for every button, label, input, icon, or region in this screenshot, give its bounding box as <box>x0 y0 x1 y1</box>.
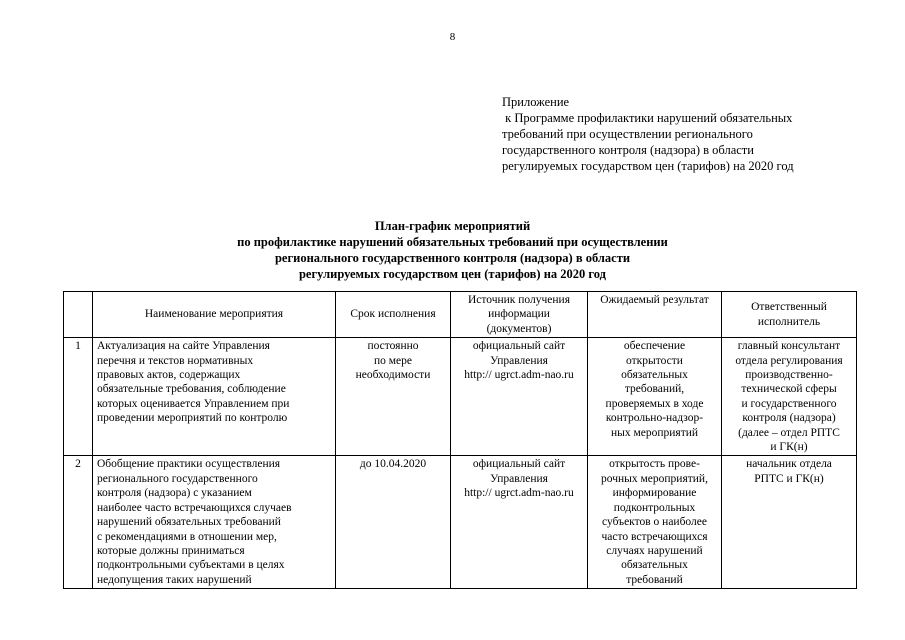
table-row <box>64 456 857 589</box>
cell-source: официальный сайт Управления http:// ugrct.adm-nao.ru <box>451 338 588 456</box>
cell-name: Актуализация на сайте Управления перечня и текстов нормативных правовых актов, содержащих обязательные требования, соблюдение которых оценивается Управлением при проведении мероприятий по контролю <box>93 338 336 456</box>
cell-result: открытость прове- рочных мероприятий, информирование подконтрольных субъектов о наиболее часто встречающихся случаях нарушений обязательных требований <box>588 456 722 589</box>
header-source: Источник получения информации (документов) <box>451 292 588 338</box>
header-result: Ожидаемый результат <box>588 292 722 338</box>
page-number: 8 <box>449 31 456 43</box>
cell-result: обеспечение открытости обязательных требований, проверяемых в ходе контрольно-надзор- ных мероприятий <box>588 338 722 456</box>
appendix-note <box>502 94 794 174</box>
table-row <box>64 338 857 456</box>
title-line: регионального государственного контроля (надзора) в области <box>274 251 631 265</box>
appendix-line: государственного контроля (надзора) в области <box>502 143 754 157</box>
cell-deadline: постоянно по мере необходимости <box>336 338 451 456</box>
cell-deadline: до 10.04.2020 <box>336 456 451 589</box>
header-name: Наименование мероприятия <box>93 292 336 338</box>
header-deadline: Срок исполнения <box>336 292 451 338</box>
title-line: регулируемых государством цен (тарифов) на 2020 год <box>298 267 606 281</box>
document-title <box>0 218 905 282</box>
cell-source: официальный сайт Управления http:// ugrct.adm-nao.ru <box>451 456 588 589</box>
cell-responsible: начальник отдела РПТС и ГК(н) <box>722 456 857 589</box>
cell-num: 2 <box>64 456 93 589</box>
cell-num: 1 <box>64 338 93 456</box>
plan-table <box>63 291 857 589</box>
title-line: План-график мероприятий <box>374 219 531 233</box>
table-header-row <box>64 292 857 338</box>
appendix-line: регулируемых государством цен (тарифов) на 2020 год <box>502 159 794 173</box>
appendix-line: Приложение <box>502 95 570 109</box>
header-responsible: Ответственный исполнитель <box>722 292 857 338</box>
appendix-line: требований при осуществлении регионального <box>502 127 753 141</box>
cell-responsible: главный консультант отдела регулирования производственно- технической сферы и государственного контроля (надзора) (далее – отдел РПТС и ГК(н) <box>722 338 857 456</box>
title-line: по профилактике нарушений обязательных требований при осуществлении <box>237 235 668 249</box>
appendix-line: к Программе профилактики нарушений обязательных <box>502 111 793 125</box>
header-num <box>64 292 93 338</box>
cell-name: Обобщение практики осуществления регионального государственного контроля (надзора) с указанием наиболее часто встречающихся случаев нарушений обязательных требований с рекомендациями в отношении мер, которые должны приниматься подконтрольными субъектами в целях недопущения таких нарушений <box>93 456 336 589</box>
